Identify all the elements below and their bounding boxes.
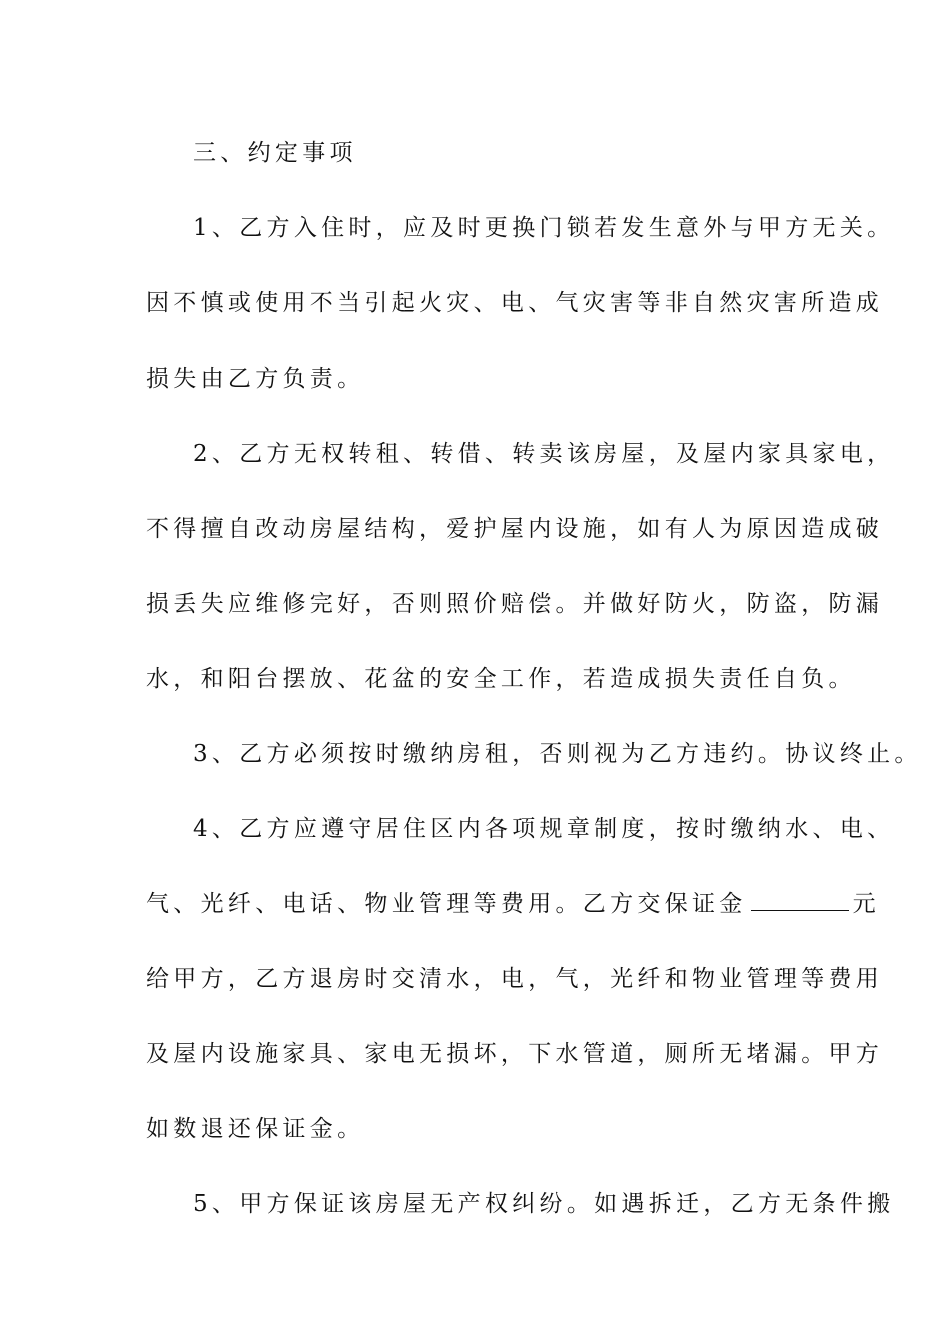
section-heading: 三、约定事项	[193, 140, 357, 166]
clause-4-line-1: 4、乙方应遵守居住区内各项规章制度，按时缴纳水、电、	[193, 816, 895, 842]
clause-2-line-2: 不得擅自改动房屋结构，爱护屋内设施，如有人为原因造成破	[146, 516, 884, 542]
clause-3-line-1: 3、乙方必须按时缴纳房租，否则视为乙方违约。协议终止。	[193, 741, 922, 767]
deposit-unit: 元	[852, 891, 880, 917]
clause-2-line-3: 损丢失应维修完好，否则照价赔偿。并做好防火，防盗，防漏	[146, 591, 884, 617]
clause-1-line-1: 1、乙方入住时，应及时更换门锁若发生意外与甲方无关。	[193, 215, 895, 241]
clause-4-line-5: 如数退还保证金。	[146, 1116, 365, 1142]
clause-4-line-2-text: 气、光纤、电话、物业管理等费用。乙方交保证金	[146, 891, 747, 917]
clause-2-line-1: 2、乙方无权转租、转借、转卖该房屋，及屋内家具家电，	[193, 441, 895, 467]
clause-1-line-3: 损失由乙方负责。	[146, 366, 365, 392]
clause-2-line-4: 水，和阳台摆放、花盆的安全工作，若造成损失责任自负。	[146, 666, 856, 692]
clause-4-line-4: 及屋内设施家具、家电无损坏，下水管道，厕所无堵漏。甲方	[146, 1041, 884, 1067]
clause-4-line-2	[0, 889, 950, 919]
clause-5-line-1: 5、甲方保证该房屋无产权纠纷。如遇拆迁，乙方无条件搬	[193, 1191, 895, 1217]
clause-1-line-2: 因不慎或使用不当引起火灾、电、气灾害等非自然灾害所造成	[146, 290, 884, 316]
deposit-amount-blank	[751, 892, 849, 911]
clause-4-line-3: 给甲方，乙方退房时交清水，电，气，光纤和物业管理等费用	[146, 966, 884, 992]
